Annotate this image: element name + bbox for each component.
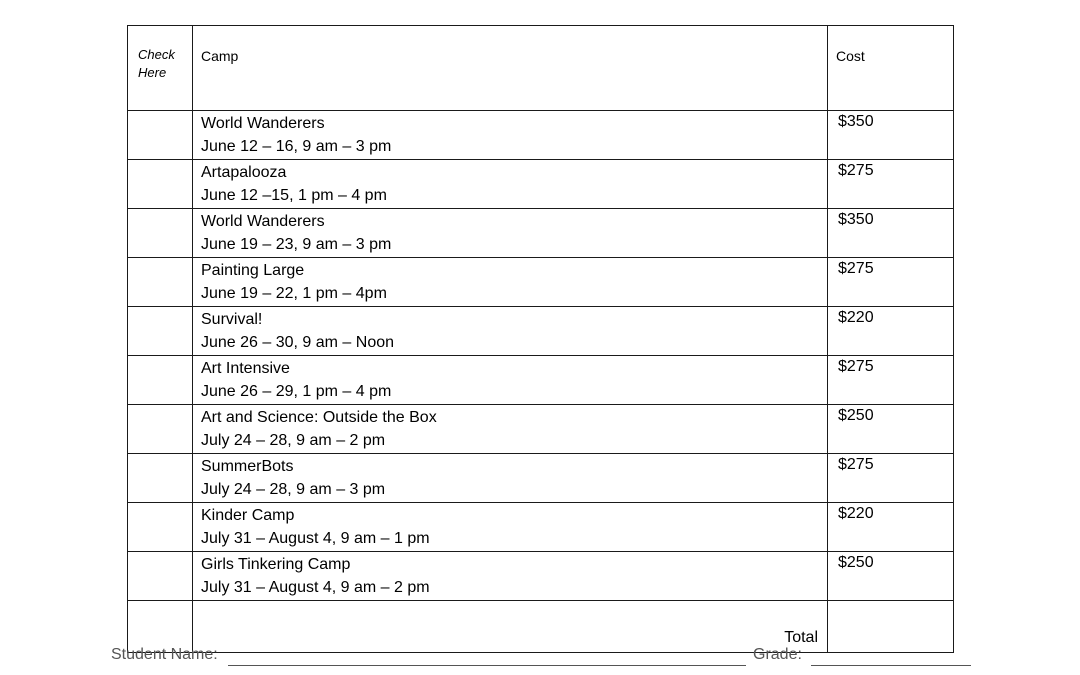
table-row bbox=[128, 356, 954, 405]
table-row bbox=[128, 454, 954, 503]
total-amount-cell[interactable] bbox=[828, 601, 954, 653]
camp-cost: $250 bbox=[828, 552, 954, 601]
check-box-cell[interactable] bbox=[128, 209, 193, 258]
check-header-line2: Here bbox=[138, 65, 167, 80]
camp-cost: $275 bbox=[828, 258, 954, 307]
check-header-line1: Check bbox=[138, 47, 175, 62]
total-label: Total bbox=[193, 601, 828, 653]
camp-name: Survival! bbox=[201, 311, 263, 328]
check-box-cell[interactable] bbox=[128, 307, 193, 356]
check-box-cell[interactable] bbox=[128, 454, 193, 503]
camp-name: Artapalooza bbox=[201, 164, 287, 181]
camp-cost: $275 bbox=[828, 356, 954, 405]
camp-name: Art and Science: Outside the Box bbox=[201, 409, 437, 426]
student-name-blank[interactable] bbox=[228, 665, 746, 666]
camp-dates: July 24 – 28, 9 am – 3 pm bbox=[201, 481, 386, 498]
table-row bbox=[128, 258, 954, 307]
camp-cost: $220 bbox=[828, 307, 954, 356]
table-row bbox=[128, 503, 954, 552]
camp-dates: July 24 – 28, 9 am – 2 pm bbox=[201, 432, 386, 449]
camp-cost: $350 bbox=[828, 209, 954, 258]
camp-dates: June 12 – 16, 9 am – 3 pm bbox=[201, 138, 392, 155]
camp-name: Painting Large bbox=[201, 262, 305, 279]
camp-cell bbox=[193, 160, 828, 209]
camp-dates: June 19 – 22, 1 pm – 4pm bbox=[201, 285, 387, 302]
check-here-header bbox=[128, 26, 193, 111]
camp-cell bbox=[193, 356, 828, 405]
camp-cell bbox=[193, 503, 828, 552]
camp-name: SummerBots bbox=[201, 458, 294, 475]
camp-name: World Wanderers bbox=[201, 115, 325, 132]
student-name-label: Student Name: bbox=[111, 646, 218, 663]
camp-name: World Wanderers bbox=[201, 213, 325, 230]
camp-dates: July 31 – August 4, 9 am – 2 pm bbox=[201, 579, 430, 596]
table-row bbox=[128, 552, 954, 601]
camp-cell bbox=[193, 111, 828, 160]
table-row bbox=[128, 160, 954, 209]
camp-name: Girls Tinkering Camp bbox=[201, 556, 351, 573]
check-box-cell[interactable] bbox=[128, 160, 193, 209]
total-row bbox=[128, 601, 954, 653]
total-check-cell bbox=[128, 601, 193, 653]
camp-cost: $275 bbox=[828, 160, 954, 209]
table-row bbox=[128, 209, 954, 258]
camp-cell bbox=[193, 258, 828, 307]
check-box-cell[interactable] bbox=[128, 552, 193, 601]
camp-cost: $275 bbox=[828, 454, 954, 503]
camp-cell bbox=[193, 209, 828, 258]
check-box-cell[interactable] bbox=[128, 503, 193, 552]
camp-cost: $250 bbox=[828, 405, 954, 454]
grade-label: Grade: bbox=[753, 646, 802, 663]
camp-dates: June 26 – 29, 1 pm – 4 pm bbox=[201, 383, 392, 400]
camp-name: Art Intensive bbox=[201, 360, 290, 377]
cost-header: Cost bbox=[828, 26, 954, 111]
check-box-cell[interactable] bbox=[128, 111, 193, 160]
camp-cost: $350 bbox=[828, 111, 954, 160]
table-row bbox=[128, 111, 954, 160]
form-footer bbox=[111, 646, 981, 670]
check-box-cell[interactable] bbox=[128, 356, 193, 405]
camp-dates: July 31 – August 4, 9 am – 1 pm bbox=[201, 530, 430, 547]
camp-cell bbox=[193, 454, 828, 503]
check-box-cell[interactable] bbox=[128, 405, 193, 454]
camp-dates: June 26 – 30, 9 am – Noon bbox=[201, 334, 395, 351]
camp-cost: $220 bbox=[828, 503, 954, 552]
camp-cell bbox=[193, 552, 828, 601]
camp-header: Camp bbox=[193, 26, 828, 111]
camp-registration-table bbox=[127, 25, 954, 653]
table-row bbox=[128, 405, 954, 454]
camp-cell bbox=[193, 307, 828, 356]
table-header-row bbox=[128, 26, 954, 111]
camp-dates: June 19 – 23, 9 am – 3 pm bbox=[201, 236, 392, 253]
check-box-cell[interactable] bbox=[128, 258, 193, 307]
camp-cell bbox=[193, 405, 828, 454]
camp-dates: June 12 –15, 1 pm – 4 pm bbox=[201, 187, 387, 204]
grade-blank[interactable] bbox=[811, 665, 971, 666]
camp-name: Kinder Camp bbox=[201, 507, 295, 524]
table-row bbox=[128, 307, 954, 356]
